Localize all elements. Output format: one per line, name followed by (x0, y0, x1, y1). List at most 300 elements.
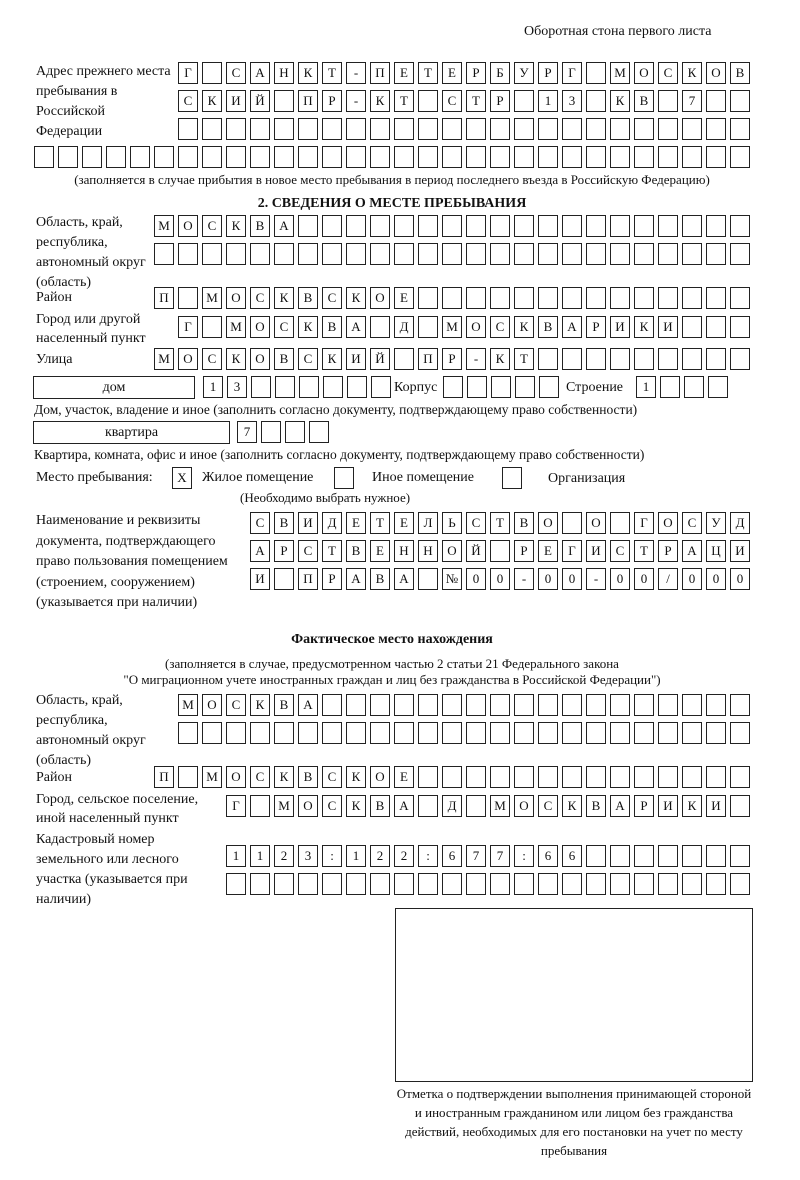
char-cell[interactable]: О (178, 348, 198, 370)
char-cell[interactable] (586, 348, 606, 370)
char-cell[interactable]: К (226, 215, 246, 237)
char-cell[interactable] (730, 243, 750, 265)
char-cell[interactable] (538, 722, 558, 744)
char-cell[interactable] (226, 873, 246, 895)
char-cell[interactable]: О (370, 766, 390, 788)
char-cell[interactable]: У (706, 512, 726, 534)
char-cell[interactable] (658, 146, 678, 168)
char-cell[interactable]: 1 (636, 376, 656, 398)
char-cell[interactable] (706, 316, 726, 338)
char-cell[interactable]: 1 (203, 376, 223, 398)
char-cell[interactable] (154, 243, 174, 265)
char-cell[interactable]: 2 (370, 845, 390, 867)
char-cell[interactable] (586, 118, 606, 140)
char-cell[interactable]: К (346, 795, 366, 817)
char-cell[interactable] (298, 146, 318, 168)
char-cell[interactable]: Е (394, 512, 414, 534)
char-cell[interactable]: 1 (250, 845, 270, 867)
char-cell[interactable] (562, 766, 582, 788)
char-cell[interactable] (298, 873, 318, 895)
char-cell[interactable]: 1 (226, 845, 246, 867)
char-cell[interactable] (706, 287, 726, 309)
char-cell[interactable] (285, 421, 305, 443)
char-cell[interactable] (34, 146, 54, 168)
char-cell[interactable] (610, 118, 630, 140)
char-cell[interactable] (130, 146, 150, 168)
char-cell[interactable]: Г (178, 316, 198, 338)
char-cell[interactable] (562, 118, 582, 140)
char-cell[interactable] (538, 348, 558, 370)
char-cell[interactable] (682, 243, 702, 265)
char-cell[interactable]: Р (658, 540, 678, 562)
char-cell[interactable]: О (250, 316, 270, 338)
char-cell[interactable] (442, 287, 462, 309)
char-cell[interactable] (610, 243, 630, 265)
char-cell[interactable]: Д (730, 512, 750, 534)
char-cell[interactable]: В (298, 287, 318, 309)
char-cell[interactable]: В (586, 795, 606, 817)
char-cell[interactable] (730, 348, 750, 370)
char-cell[interactable]: Г (178, 62, 198, 84)
char-cell[interactable] (274, 243, 294, 265)
char-cell[interactable]: О (466, 316, 486, 338)
char-cell[interactable] (634, 845, 654, 867)
char-cell[interactable] (730, 873, 750, 895)
char-cell[interactable] (682, 873, 702, 895)
char-cell[interactable] (346, 694, 366, 716)
char-cell[interactable]: К (322, 348, 342, 370)
char-cell[interactable] (562, 873, 582, 895)
char-cell[interactable] (322, 146, 342, 168)
char-cell[interactable] (490, 722, 510, 744)
char-cell[interactable]: С (298, 348, 318, 370)
char-cell[interactable]: И (250, 568, 270, 590)
char-cell[interactable]: И (298, 512, 318, 534)
char-cell[interactable] (275, 376, 295, 398)
char-cell[interactable]: С (610, 540, 630, 562)
char-cell[interactable] (682, 215, 702, 237)
char-cell[interactable] (322, 722, 342, 744)
char-cell[interactable]: С (178, 90, 198, 112)
char-cell[interactable]: М (178, 694, 198, 716)
char-cell[interactable] (634, 146, 654, 168)
char-cell[interactable]: М (202, 287, 222, 309)
char-cell[interactable]: И (658, 795, 678, 817)
char-cell[interactable] (202, 146, 222, 168)
char-cell[interactable]: Ь (442, 512, 462, 534)
char-cell[interactable]: А (610, 795, 630, 817)
char-cell[interactable] (394, 118, 414, 140)
char-cell[interactable] (309, 421, 329, 443)
flat-type-box[interactable]: квартира (33, 421, 230, 444)
char-cell[interactable]: 6 (442, 845, 462, 867)
char-cell[interactable]: 0 (634, 568, 654, 590)
char-cell[interactable]: О (370, 287, 390, 309)
char-cell[interactable]: П (154, 766, 174, 788)
char-cell[interactable]: 0 (466, 568, 486, 590)
char-cell[interactable] (466, 146, 486, 168)
char-cell[interactable]: М (274, 795, 294, 817)
char-cell[interactable]: М (154, 348, 174, 370)
char-cell[interactable] (346, 215, 366, 237)
char-cell[interactable]: Г (562, 540, 582, 562)
char-cell[interactable] (490, 766, 510, 788)
char-cell[interactable] (418, 766, 438, 788)
char-cell[interactable]: П (298, 90, 318, 112)
char-cell[interactable]: К (682, 795, 702, 817)
char-cell[interactable] (634, 243, 654, 265)
char-cell[interactable] (586, 845, 606, 867)
char-cell[interactable] (706, 243, 726, 265)
char-cell[interactable]: Г (226, 795, 246, 817)
char-cell[interactable]: К (202, 90, 222, 112)
char-cell[interactable]: Р (586, 316, 606, 338)
char-cell[interactable] (250, 873, 270, 895)
char-cell[interactable] (658, 287, 678, 309)
char-cell[interactable] (610, 512, 630, 534)
char-cell[interactable] (250, 243, 270, 265)
char-cell[interactable] (514, 694, 534, 716)
char-cell[interactable]: Р (442, 348, 462, 370)
char-cell[interactable] (634, 694, 654, 716)
char-cell[interactable]: О (250, 348, 270, 370)
char-cell[interactable] (442, 694, 462, 716)
char-cell[interactable] (562, 348, 582, 370)
char-cell[interactable] (274, 90, 294, 112)
char-cell[interactable] (442, 215, 462, 237)
char-cell[interactable] (514, 287, 534, 309)
char-cell[interactable] (562, 287, 582, 309)
char-cell[interactable]: А (298, 694, 318, 716)
char-cell[interactable] (322, 118, 342, 140)
char-cell[interactable]: Т (394, 90, 414, 112)
char-cell[interactable] (514, 146, 534, 168)
char-cell[interactable] (226, 118, 246, 140)
char-cell[interactable] (394, 348, 414, 370)
char-cell[interactable]: 2 (274, 845, 294, 867)
char-cell[interactable] (562, 694, 582, 716)
char-cell[interactable] (298, 215, 318, 237)
char-cell[interactable]: О (202, 694, 222, 716)
char-cell[interactable] (586, 722, 606, 744)
char-cell[interactable] (274, 722, 294, 744)
char-cell[interactable] (490, 215, 510, 237)
char-cell[interactable]: В (322, 316, 342, 338)
char-cell[interactable] (610, 348, 630, 370)
char-cell[interactable]: Р (274, 540, 294, 562)
char-cell[interactable]: Т (370, 512, 390, 534)
char-cell[interactable]: И (658, 316, 678, 338)
char-cell[interactable] (154, 146, 174, 168)
char-cell[interactable] (514, 722, 534, 744)
char-cell[interactable] (539, 376, 559, 398)
char-cell[interactable] (730, 795, 750, 817)
char-cell[interactable] (730, 287, 750, 309)
char-cell[interactable]: Т (514, 348, 534, 370)
char-cell[interactable]: Р (538, 62, 558, 84)
char-cell[interactable]: О (442, 540, 462, 562)
checkbox-residential[interactable]: Х (172, 467, 192, 489)
char-cell[interactable] (370, 316, 390, 338)
char-cell[interactable]: Е (538, 540, 558, 562)
char-cell[interactable] (442, 766, 462, 788)
char-cell[interactable] (586, 90, 606, 112)
char-cell[interactable]: К (346, 766, 366, 788)
char-cell[interactable] (706, 146, 726, 168)
char-cell[interactable]: 0 (562, 568, 582, 590)
char-cell[interactable] (658, 873, 678, 895)
char-cell[interactable] (466, 795, 486, 817)
char-cell[interactable]: 7 (237, 421, 257, 443)
char-cell[interactable] (682, 118, 702, 140)
char-cell[interactable] (202, 316, 222, 338)
char-cell[interactable]: П (154, 287, 174, 309)
char-cell[interactable]: С (322, 766, 342, 788)
char-cell[interactable]: О (586, 512, 606, 534)
char-cell[interactable]: С (274, 316, 294, 338)
char-cell[interactable] (682, 287, 702, 309)
char-cell[interactable] (466, 287, 486, 309)
char-cell[interactable]: К (562, 795, 582, 817)
char-cell[interactable]: : (418, 845, 438, 867)
char-cell[interactable] (322, 243, 342, 265)
char-cell[interactable]: С (202, 215, 222, 237)
char-cell[interactable] (490, 118, 510, 140)
char-cell[interactable] (538, 873, 558, 895)
char-cell[interactable] (371, 376, 391, 398)
char-cell[interactable] (682, 845, 702, 867)
char-cell[interactable]: С (466, 512, 486, 534)
char-cell[interactable] (250, 722, 270, 744)
char-cell[interactable] (347, 376, 367, 398)
char-cell[interactable] (418, 795, 438, 817)
char-cell[interactable] (538, 287, 558, 309)
char-cell[interactable]: К (346, 287, 366, 309)
char-cell[interactable] (298, 118, 318, 140)
char-cell[interactable] (322, 694, 342, 716)
char-cell[interactable] (466, 118, 486, 140)
char-cell[interactable]: 2 (394, 845, 414, 867)
char-cell[interactable] (730, 722, 750, 744)
char-cell[interactable] (251, 376, 271, 398)
char-cell[interactable]: К (682, 62, 702, 84)
char-cell[interactable]: К (514, 316, 534, 338)
char-cell[interactable]: Й (250, 90, 270, 112)
char-cell[interactable] (706, 722, 726, 744)
char-cell[interactable] (466, 722, 486, 744)
char-cell[interactable]: Т (466, 90, 486, 112)
char-cell[interactable] (682, 722, 702, 744)
char-cell[interactable]: М (226, 316, 246, 338)
char-cell[interactable]: Т (322, 540, 342, 562)
char-cell[interactable]: С (226, 62, 246, 84)
char-cell[interactable] (562, 243, 582, 265)
char-cell[interactable] (442, 243, 462, 265)
char-cell[interactable] (658, 118, 678, 140)
char-cell[interactable]: 3 (562, 90, 582, 112)
char-cell[interactable] (346, 722, 366, 744)
char-cell[interactable]: Н (274, 62, 294, 84)
char-cell[interactable] (274, 146, 294, 168)
char-cell[interactable]: Р (514, 540, 534, 562)
char-cell[interactable] (178, 722, 198, 744)
char-cell[interactable]: Е (394, 766, 414, 788)
char-cell[interactable] (634, 766, 654, 788)
char-cell[interactable]: О (178, 215, 198, 237)
char-cell[interactable]: А (274, 215, 294, 237)
char-cell[interactable] (298, 243, 318, 265)
char-cell[interactable] (538, 766, 558, 788)
char-cell[interactable]: / (658, 568, 678, 590)
char-cell[interactable]: В (274, 348, 294, 370)
char-cell[interactable] (491, 376, 511, 398)
char-cell[interactable] (610, 845, 630, 867)
char-cell[interactable] (418, 722, 438, 744)
char-cell[interactable]: В (274, 694, 294, 716)
char-cell[interactable] (418, 243, 438, 265)
char-cell[interactable]: 0 (730, 568, 750, 590)
char-cell[interactable]: А (562, 316, 582, 338)
char-cell[interactable]: 1 (346, 845, 366, 867)
char-cell[interactable] (298, 722, 318, 744)
char-cell[interactable] (274, 118, 294, 140)
checkbox-organization[interactable] (502, 467, 522, 489)
char-cell[interactable]: П (418, 348, 438, 370)
char-cell[interactable]: - (514, 568, 534, 590)
char-cell[interactable]: Р (322, 90, 342, 112)
char-cell[interactable] (658, 215, 678, 237)
char-cell[interactable] (250, 795, 270, 817)
char-cell[interactable] (538, 118, 558, 140)
char-cell[interactable] (346, 873, 366, 895)
char-cell[interactable] (442, 873, 462, 895)
char-cell[interactable] (370, 722, 390, 744)
char-cell[interactable]: О (226, 287, 246, 309)
char-cell[interactable]: - (346, 62, 366, 84)
char-cell[interactable] (370, 694, 390, 716)
char-cell[interactable]: С (538, 795, 558, 817)
char-cell[interactable]: 0 (682, 568, 702, 590)
checkbox-other-premises[interactable] (334, 467, 354, 489)
char-cell[interactable] (610, 873, 630, 895)
char-cell[interactable]: 6 (562, 845, 582, 867)
char-cell[interactable] (490, 287, 510, 309)
char-cell[interactable]: Т (418, 62, 438, 84)
char-cell[interactable] (178, 766, 198, 788)
char-cell[interactable]: А (346, 568, 366, 590)
char-cell[interactable] (730, 845, 750, 867)
char-cell[interactable]: М (610, 62, 630, 84)
char-cell[interactable]: Л (418, 512, 438, 534)
char-cell[interactable] (418, 694, 438, 716)
char-cell[interactable] (346, 243, 366, 265)
char-cell[interactable] (682, 146, 702, 168)
char-cell[interactable] (730, 694, 750, 716)
char-cell[interactable] (443, 376, 463, 398)
char-cell[interactable]: М (154, 215, 174, 237)
char-cell[interactable] (346, 146, 366, 168)
house-type-box[interactable]: дом (33, 376, 195, 399)
char-cell[interactable] (634, 215, 654, 237)
char-cell[interactable] (538, 243, 558, 265)
char-cell[interactable] (706, 118, 726, 140)
char-cell[interactable] (538, 694, 558, 716)
char-cell[interactable] (562, 146, 582, 168)
char-cell[interactable] (370, 215, 390, 237)
char-cell[interactable] (394, 215, 414, 237)
char-cell[interactable] (706, 766, 726, 788)
char-cell[interactable]: 0 (490, 568, 510, 590)
char-cell[interactable] (178, 243, 198, 265)
char-cell[interactable]: А (250, 62, 270, 84)
char-cell[interactable]: К (298, 62, 318, 84)
char-cell[interactable]: П (298, 568, 318, 590)
char-cell[interactable]: К (250, 694, 270, 716)
char-cell[interactable]: О (226, 766, 246, 788)
char-cell[interactable]: Р (490, 90, 510, 112)
char-cell[interactable]: О (298, 795, 318, 817)
char-cell[interactable]: Р (466, 62, 486, 84)
char-cell[interactable]: О (706, 62, 726, 84)
char-cell[interactable] (610, 287, 630, 309)
char-cell[interactable]: В (514, 512, 534, 534)
char-cell[interactable] (684, 376, 704, 398)
char-cell[interactable] (538, 146, 558, 168)
char-cell[interactable] (274, 873, 294, 895)
char-cell[interactable] (634, 348, 654, 370)
char-cell[interactable] (586, 62, 606, 84)
char-cell[interactable]: 0 (706, 568, 726, 590)
char-cell[interactable]: С (322, 795, 342, 817)
char-cell[interactable]: 0 (610, 568, 630, 590)
char-cell[interactable] (658, 845, 678, 867)
char-cell[interactable] (418, 90, 438, 112)
char-cell[interactable] (394, 873, 414, 895)
char-cell[interactable] (658, 694, 678, 716)
char-cell[interactable] (514, 873, 534, 895)
char-cell[interactable]: Т (322, 62, 342, 84)
char-cell[interactable] (730, 316, 750, 338)
char-cell[interactable] (610, 215, 630, 237)
char-cell[interactable] (202, 722, 222, 744)
char-cell[interactable]: Е (394, 62, 414, 84)
char-cell[interactable] (346, 118, 366, 140)
char-cell[interactable]: О (538, 512, 558, 534)
char-cell[interactable] (490, 146, 510, 168)
char-cell[interactable]: К (610, 90, 630, 112)
char-cell[interactable]: С (442, 90, 462, 112)
char-cell[interactable] (418, 146, 438, 168)
char-cell[interactable]: С (250, 287, 270, 309)
char-cell[interactable]: С (298, 540, 318, 562)
char-cell[interactable]: - (586, 568, 606, 590)
char-cell[interactable]: С (226, 694, 246, 716)
char-cell[interactable] (226, 243, 246, 265)
char-cell[interactable]: Ц (706, 540, 726, 562)
char-cell[interactable]: И (586, 540, 606, 562)
char-cell[interactable]: И (346, 348, 366, 370)
char-cell[interactable] (610, 146, 630, 168)
char-cell[interactable]: О (634, 62, 654, 84)
char-cell[interactable] (634, 287, 654, 309)
char-cell[interactable]: А (394, 795, 414, 817)
char-cell[interactable]: Б (490, 62, 510, 84)
char-cell[interactable]: В (730, 62, 750, 84)
char-cell[interactable] (730, 215, 750, 237)
char-cell[interactable]: С (658, 62, 678, 84)
char-cell[interactable] (394, 694, 414, 716)
char-cell[interactable] (634, 118, 654, 140)
